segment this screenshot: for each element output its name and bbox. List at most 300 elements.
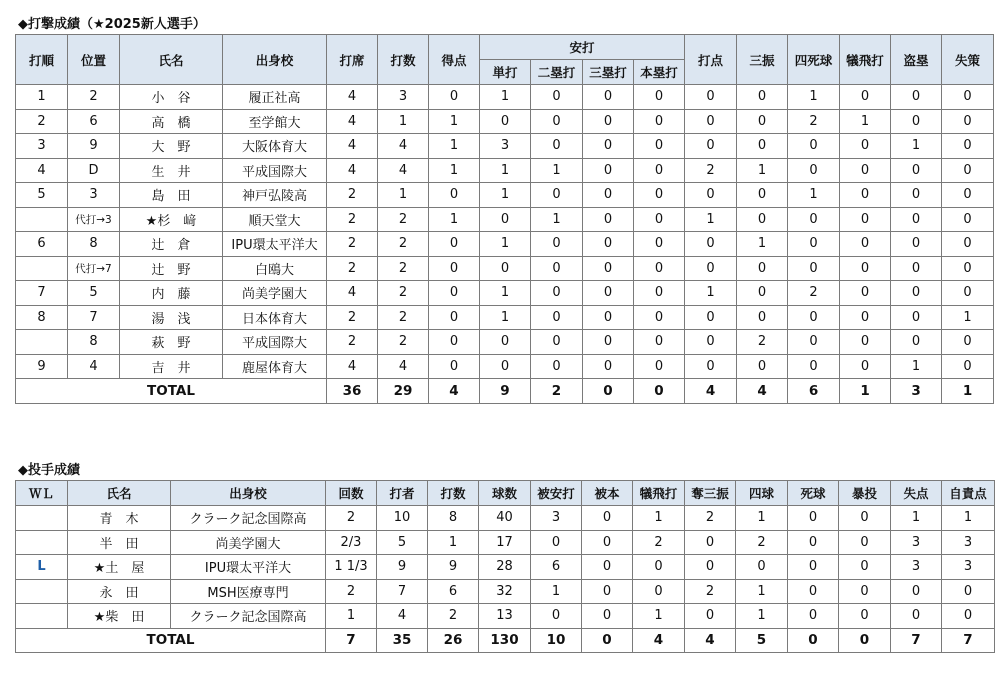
- table-cell: 0: [531, 109, 583, 134]
- table-cell: 0: [891, 109, 942, 134]
- table-cell: 0: [737, 183, 788, 208]
- table-row: [16, 530, 995, 555]
- table-cell: 0: [583, 85, 634, 110]
- table-cell: 0: [429, 85, 480, 110]
- table-cell: 5: [377, 530, 428, 555]
- table-row: [16, 183, 994, 208]
- total-cell: 0: [634, 379, 685, 404]
- table-cell: 大阪体育大: [223, 134, 327, 159]
- table-cell: IPU環太平洋大: [223, 232, 327, 257]
- header-wild-pitches: 暴投: [839, 481, 891, 506]
- table-cell: 0: [583, 158, 634, 183]
- header-home-runs: 本塁打: [634, 60, 685, 85]
- table-cell: 1: [736, 506, 788, 531]
- table-row: [16, 232, 994, 257]
- table-cell: 小 谷: [120, 85, 223, 110]
- table-cell: 1: [737, 158, 788, 183]
- table-cell: 13: [479, 604, 531, 629]
- table-cell: 2: [788, 281, 840, 306]
- table-cell: 9: [68, 134, 120, 159]
- table-cell: 1: [736, 604, 788, 629]
- table-cell: 1: [685, 207, 737, 232]
- table-cell: 1: [480, 158, 531, 183]
- table-cell: 2: [685, 579, 736, 604]
- table-cell: 0: [942, 109, 994, 134]
- table-cell: 至学館大: [223, 109, 327, 134]
- table-cell: 鹿屋体育大: [223, 354, 327, 379]
- table-row: [16, 579, 995, 604]
- table-cell: 1: [428, 530, 479, 555]
- table-cell: 0: [788, 330, 840, 355]
- table-cell: 1: [378, 183, 429, 208]
- total-cell: 130: [479, 628, 531, 653]
- table-cell: 0: [942, 330, 994, 355]
- table-cell: 0: [634, 183, 685, 208]
- total-label: TOTAL: [16, 379, 327, 404]
- total-cell: 29: [378, 379, 429, 404]
- table-cell: 4: [378, 354, 429, 379]
- table-cell: 0: [839, 579, 891, 604]
- table-cell: 0: [840, 305, 891, 330]
- table-cell: 0: [633, 579, 685, 604]
- total-cell: 4: [429, 379, 480, 404]
- table-cell: 1: [480, 232, 531, 257]
- table-cell: 0: [582, 555, 633, 580]
- table-cell: 履正社高: [223, 85, 327, 110]
- table-cell: 28: [479, 555, 531, 580]
- table-cell: D: [68, 158, 120, 183]
- table-cell: [16, 604, 68, 629]
- table-cell: 0: [582, 530, 633, 555]
- table-cell: 2: [378, 207, 429, 232]
- table-cell: 3: [480, 134, 531, 159]
- header-at-bats: 打数: [378, 35, 429, 85]
- table-cell: 平成国際大: [223, 330, 327, 355]
- table-cell: 0: [840, 232, 891, 257]
- table-cell: 0: [531, 134, 583, 159]
- table-cell: 0: [685, 256, 737, 281]
- table-cell: 2: [327, 207, 378, 232]
- total-cell: 0: [583, 379, 634, 404]
- table-cell: 0: [633, 555, 685, 580]
- table-cell: 1: [429, 207, 480, 232]
- table-cell: 0: [840, 158, 891, 183]
- table-cell: 0: [531, 85, 583, 110]
- table-cell: 0: [788, 579, 839, 604]
- header-plate-appearances: 打席: [327, 35, 378, 85]
- table-row: [16, 305, 994, 330]
- header-home-runs-allowed: 被本: [582, 481, 633, 506]
- table-cell: 4: [16, 158, 68, 183]
- table-cell: 0: [634, 305, 685, 330]
- table-cell: 6: [16, 232, 68, 257]
- table-cell: 生 井: [120, 158, 223, 183]
- table-cell: 0: [840, 256, 891, 281]
- table-cell: 尚美学園大: [223, 281, 327, 306]
- table-cell: 0: [634, 85, 685, 110]
- table-cell: 0: [429, 256, 480, 281]
- table-row: [16, 604, 995, 629]
- table-cell: 0: [891, 158, 942, 183]
- header-wl: ＷＬ: [16, 481, 68, 506]
- table-cell: IPU環太平洋大: [171, 555, 326, 580]
- table-cell: 0: [429, 330, 480, 355]
- header-walks-hbp: 四死球: [788, 35, 840, 85]
- table-cell: 0: [891, 305, 942, 330]
- table-cell: 17: [479, 530, 531, 555]
- pitching-stats-table: [15, 480, 995, 653]
- table-cell: 2: [326, 506, 377, 531]
- table-cell: 0: [531, 232, 583, 257]
- table-cell: 0: [429, 354, 480, 379]
- header-school: 出身校: [171, 481, 326, 506]
- table-cell: 2: [378, 330, 429, 355]
- table-cell: MSH医療専門: [171, 579, 326, 604]
- table-cell: 0: [891, 183, 942, 208]
- table-cell: 0: [480, 354, 531, 379]
- total-cell: 7: [326, 628, 377, 653]
- table-cell: 6: [428, 579, 479, 604]
- table-cell: 平成国際大: [223, 158, 327, 183]
- table-row: [16, 158, 994, 183]
- total-cell: 4: [685, 628, 736, 653]
- total-cell: 4: [685, 379, 737, 404]
- table-cell: 2: [685, 506, 736, 531]
- total-cell: 36: [327, 379, 378, 404]
- table-cell: 2: [68, 85, 120, 110]
- table-cell: 4: [378, 134, 429, 159]
- table-cell: 8: [428, 506, 479, 531]
- table-cell: 0: [839, 530, 891, 555]
- table-cell: 0: [788, 305, 840, 330]
- table-cell: 3: [891, 530, 942, 555]
- table-cell: 0: [583, 109, 634, 134]
- table-cell: 0: [737, 305, 788, 330]
- table-cell: 3: [891, 555, 942, 580]
- table-cell: 2: [737, 330, 788, 355]
- table-cell: 0: [737, 256, 788, 281]
- table-cell: 0: [634, 281, 685, 306]
- table-cell: 1: [480, 85, 531, 110]
- table-cell: 0: [942, 134, 994, 159]
- table-cell: [16, 330, 68, 355]
- table-cell: 0: [480, 256, 531, 281]
- table-cell: 吉 井: [120, 354, 223, 379]
- table-cell: ★柴 田: [68, 604, 171, 629]
- table-cell: 2: [326, 579, 377, 604]
- total-cell: 0: [839, 628, 891, 653]
- header-runs: 得点: [429, 35, 480, 85]
- table-cell: 0: [840, 207, 891, 232]
- table-row: [16, 256, 994, 281]
- header-hits-allowed: 被安打: [531, 481, 582, 506]
- table-cell: 順天堂大: [223, 207, 327, 232]
- table-cell: 0: [839, 555, 891, 580]
- table-cell: 0: [685, 305, 737, 330]
- table-cell: 0: [839, 604, 891, 629]
- pitching-header-row: [16, 481, 995, 506]
- table-cell: 0: [737, 85, 788, 110]
- table-cell: 4: [327, 85, 378, 110]
- header-strikeouts: 奪三振: [685, 481, 736, 506]
- total-cell: 2: [531, 379, 583, 404]
- total-cell: 26: [428, 628, 479, 653]
- header-triples: 三塁打: [583, 60, 634, 85]
- table-cell: 0: [429, 281, 480, 306]
- table-cell: 0: [685, 134, 737, 159]
- table-cell: 0: [840, 134, 891, 159]
- header-position: 位置: [68, 35, 120, 85]
- total-cell: 3: [891, 379, 942, 404]
- table-cell: 1: [788, 85, 840, 110]
- table-cell: ★土 屋: [68, 555, 171, 580]
- table-cell: 0: [634, 256, 685, 281]
- table-cell: [16, 506, 68, 531]
- header-rbi: 打点: [685, 35, 737, 85]
- table-cell: 0: [737, 281, 788, 306]
- table-cell: 0: [582, 604, 633, 629]
- total-cell: 4: [633, 628, 685, 653]
- table-cell: 0: [531, 256, 583, 281]
- table-cell: 9: [428, 555, 479, 580]
- table-cell: 3: [942, 530, 995, 555]
- table-cell: 3: [531, 506, 582, 531]
- table-cell: 代打→3: [68, 207, 120, 232]
- table-cell: 白鴎大: [223, 256, 327, 281]
- table-cell: 0: [583, 183, 634, 208]
- total-cell: 5: [736, 628, 788, 653]
- table-cell: 代打→7: [68, 256, 120, 281]
- table-cell: 0: [583, 232, 634, 257]
- table-cell: 永 田: [68, 579, 171, 604]
- table-cell: 内 藤: [120, 281, 223, 306]
- table-cell: 2: [327, 232, 378, 257]
- table-cell: 1: [942, 506, 995, 531]
- table-cell: 1: [840, 109, 891, 134]
- table-cell: 0: [480, 330, 531, 355]
- pitching-section-title: ◆投手成績: [18, 463, 80, 478]
- table-cell: 0: [531, 183, 583, 208]
- table-cell: 1: [429, 134, 480, 159]
- total-cell: 7: [891, 628, 942, 653]
- table-row: [16, 330, 994, 355]
- header-hits-group: 安打: [480, 35, 685, 60]
- table-cell: 1: [429, 109, 480, 134]
- header-hit-by-pitch: 死球: [788, 481, 839, 506]
- header-singles: 単打: [480, 60, 531, 85]
- table-cell: 3: [378, 85, 429, 110]
- table-cell: [16, 530, 68, 555]
- table-cell: 0: [840, 85, 891, 110]
- table-cell: 半 田: [68, 530, 171, 555]
- header-earned-runs: 自責点: [942, 481, 995, 506]
- table-cell: 日本体育大: [223, 305, 327, 330]
- table-cell: 0: [634, 232, 685, 257]
- table-cell: 0: [736, 555, 788, 580]
- table-cell: 0: [737, 207, 788, 232]
- table-cell: 1: [685, 281, 737, 306]
- table-cell: 0: [634, 158, 685, 183]
- table-row: [16, 207, 994, 232]
- table-cell: 2/3: [326, 530, 377, 555]
- table-cell: 2: [633, 530, 685, 555]
- total-cell: 1: [942, 379, 994, 404]
- table-cell: 0: [942, 256, 994, 281]
- table-cell: 1: [633, 604, 685, 629]
- table-cell: 0: [942, 158, 994, 183]
- table-cell: 0: [840, 281, 891, 306]
- table-cell: 辻 野: [120, 256, 223, 281]
- total-cell: 35: [377, 628, 428, 653]
- header-stolen-bases: 盗塁: [891, 35, 942, 85]
- table-cell: 0: [737, 354, 788, 379]
- table-cell: 0: [942, 207, 994, 232]
- table-cell: 4: [327, 158, 378, 183]
- table-cell: 0: [583, 281, 634, 306]
- table-cell: 0: [788, 207, 840, 232]
- header-strikeouts: 三振: [737, 35, 788, 85]
- table-cell: L: [16, 555, 68, 580]
- total-cell: 6: [788, 379, 840, 404]
- table-cell: 0: [685, 330, 737, 355]
- table-cell: 0: [583, 354, 634, 379]
- table-cell: 1: [736, 579, 788, 604]
- table-cell: 2: [736, 530, 788, 555]
- table-cell: 0: [942, 604, 995, 629]
- table-cell: 40: [479, 506, 531, 531]
- table-row: [16, 281, 994, 306]
- table-cell: 0: [839, 506, 891, 531]
- table-cell: 尚美学園大: [171, 530, 326, 555]
- table-cell: 1: [326, 604, 377, 629]
- table-cell: 1 1/3: [326, 555, 377, 580]
- table-cell: 1: [942, 305, 994, 330]
- table-cell: 0: [788, 506, 839, 531]
- header-school: 出身校: [223, 35, 327, 85]
- table-cell: 10: [377, 506, 428, 531]
- table-cell: 0: [583, 330, 634, 355]
- table-cell: 0: [942, 232, 994, 257]
- table-cell: 0: [685, 604, 736, 629]
- table-cell: 大 野: [120, 134, 223, 159]
- table-cell: 神戸弘陵高: [223, 183, 327, 208]
- total-cell: 9: [480, 379, 531, 404]
- header-at-bats: 打数: [428, 481, 479, 506]
- table-cell: 青 木: [68, 506, 171, 531]
- header-errors: 失策: [942, 35, 994, 85]
- table-cell: 0: [429, 305, 480, 330]
- header-batting-order: 打順: [16, 35, 68, 85]
- table-cell: クラーク記念国際高: [171, 604, 326, 629]
- table-cell: 0: [634, 330, 685, 355]
- table-cell: 0: [531, 604, 582, 629]
- table-cell: 0: [634, 354, 685, 379]
- table-cell: 0: [891, 579, 942, 604]
- table-cell: 0: [891, 85, 942, 110]
- table-cell: 1: [16, 85, 68, 110]
- table-cell: 0: [840, 183, 891, 208]
- table-cell: 7: [68, 305, 120, 330]
- table-cell: 0: [634, 207, 685, 232]
- table-cell: 1: [891, 506, 942, 531]
- total-cell: 4: [737, 379, 788, 404]
- table-cell: 0: [531, 530, 582, 555]
- table-cell: 0: [634, 134, 685, 159]
- total-label: TOTAL: [16, 628, 326, 653]
- table-cell: 0: [891, 256, 942, 281]
- table-cell: 2: [327, 183, 378, 208]
- table-row: [16, 555, 995, 580]
- table-cell: 0: [685, 109, 737, 134]
- table-cell: 4: [327, 281, 378, 306]
- batting-header-row: [16, 35, 994, 60]
- table-cell: 0: [788, 555, 839, 580]
- table-cell: 0: [685, 183, 737, 208]
- table-cell: 1: [531, 158, 583, 183]
- table-cell: 2: [327, 305, 378, 330]
- table-cell: 4: [327, 109, 378, 134]
- table-cell: 湯 浅: [120, 305, 223, 330]
- table-cell: 8: [16, 305, 68, 330]
- table-cell: 6: [531, 555, 582, 580]
- table-cell: 0: [891, 207, 942, 232]
- table-cell: 0: [685, 354, 737, 379]
- table-cell: 0: [583, 256, 634, 281]
- table-cell: 1: [480, 183, 531, 208]
- table-cell: 4: [68, 354, 120, 379]
- table-cell: 0: [429, 232, 480, 257]
- table-cell: 1: [429, 158, 480, 183]
- table-cell: 5: [16, 183, 68, 208]
- table-cell: 1: [891, 354, 942, 379]
- table-cell: 7: [377, 579, 428, 604]
- total-cell: 0: [788, 628, 839, 653]
- header-innings: 回数: [326, 481, 377, 506]
- table-cell: クラーク記念国際高: [171, 506, 326, 531]
- table-cell: 1: [378, 109, 429, 134]
- header-runs-allowed: 失点: [891, 481, 942, 506]
- table-cell: 0: [480, 207, 531, 232]
- table-cell: 9: [377, 555, 428, 580]
- table-cell: 0: [891, 604, 942, 629]
- table-cell: [16, 207, 68, 232]
- table-row: [16, 354, 994, 379]
- table-cell: 0: [942, 183, 994, 208]
- batting-section-title: ◆打撃成績（★2025新人選手）: [18, 17, 206, 32]
- table-cell: 0: [942, 354, 994, 379]
- table-cell: 2: [378, 281, 429, 306]
- table-cell: 0: [788, 256, 840, 281]
- table-cell: 0: [788, 354, 840, 379]
- table-cell: 8: [68, 232, 120, 257]
- table-row: [16, 134, 994, 159]
- table-cell: 1: [531, 579, 582, 604]
- table-cell: 萩 野: [120, 330, 223, 355]
- table-cell: 1: [633, 506, 685, 531]
- table-cell: 8: [68, 330, 120, 355]
- header-sacrifice: 犠飛打: [840, 35, 891, 85]
- table-cell: 0: [480, 109, 531, 134]
- table-cell: 2: [327, 256, 378, 281]
- table-cell: 0: [840, 354, 891, 379]
- batting-stats-table: [15, 34, 994, 404]
- table-cell: 0: [531, 281, 583, 306]
- table-cell: 4: [378, 158, 429, 183]
- table-cell: ★杉 﨑: [120, 207, 223, 232]
- table-row: [16, 506, 995, 531]
- table-cell: 辻 倉: [120, 232, 223, 257]
- header-name: 氏名: [68, 481, 171, 506]
